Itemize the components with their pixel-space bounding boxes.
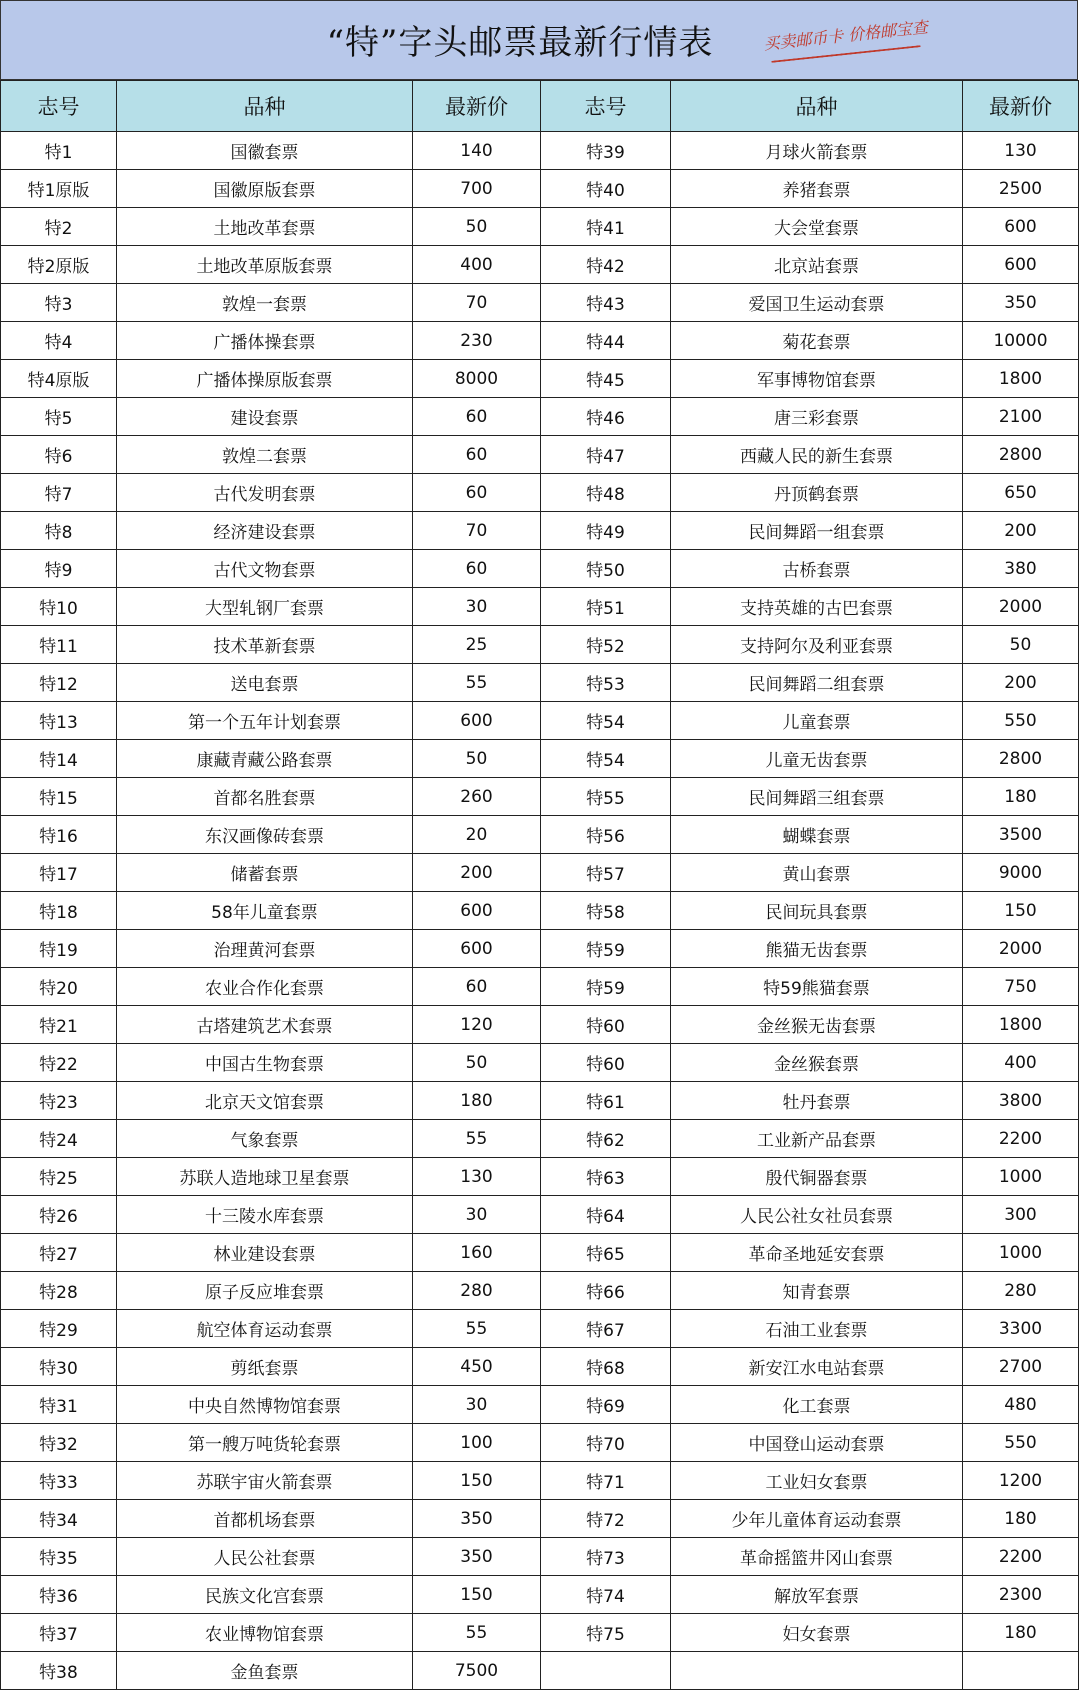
stamp-price-cell: 2000 xyxy=(963,588,1079,626)
stamp-variety-cell: 特59熊猫套票 xyxy=(671,968,963,1006)
price-table xyxy=(0,80,1079,1690)
stamp-code-cell: 特53 xyxy=(541,664,671,702)
stamp-variety-cell: 送电套票 xyxy=(117,664,413,702)
stamp-code-cell: 特62 xyxy=(541,1120,671,1158)
stamp-code-cell: 特67 xyxy=(541,1310,671,1348)
stamp-code-cell: 特4原版 xyxy=(1,360,117,398)
table-row xyxy=(1,778,1079,816)
table-header-row xyxy=(1,81,1079,132)
table-row xyxy=(1,1348,1079,1386)
stamp-price-cell: 1800 xyxy=(963,360,1079,398)
stamp-code-cell: 特14 xyxy=(1,740,117,778)
stamp-price-cell: 70 xyxy=(413,284,541,322)
stamp-variety-cell: 工业妇女套票 xyxy=(671,1462,963,1500)
header-variety-left: 品种 xyxy=(117,81,413,132)
stamp-code-cell: 特18 xyxy=(1,892,117,930)
stamp-code-cell: 特45 xyxy=(541,360,671,398)
stamp-code-cell: 特50 xyxy=(541,550,671,588)
stamp-price-cell: 150 xyxy=(413,1462,541,1500)
stamp-variety-cell: 第一艘万吨货轮套票 xyxy=(117,1424,413,1462)
table-row xyxy=(1,284,1079,322)
stamp-variety-cell: 革命圣地延安套票 xyxy=(671,1234,963,1272)
table-row xyxy=(1,132,1079,170)
stamp-variety-cell xyxy=(671,1652,963,1690)
table-row xyxy=(1,1386,1079,1424)
table-row xyxy=(1,360,1079,398)
table-row xyxy=(1,1538,1079,1576)
table-row xyxy=(1,1462,1079,1500)
stamp-code-cell: 特25 xyxy=(1,1158,117,1196)
stamp-price-cell: 400 xyxy=(413,246,541,284)
stamp-variety-cell: 民间玩具套票 xyxy=(671,892,963,930)
table-row xyxy=(1,1196,1079,1234)
stamp-price-cell: 70 xyxy=(413,512,541,550)
stamp-code-cell: 特37 xyxy=(1,1614,117,1652)
stamp-code-cell: 特36 xyxy=(1,1576,117,1614)
table-row xyxy=(1,1424,1079,1462)
stamp-price-cell: 700 xyxy=(413,170,541,208)
stamp-code-cell: 特54 xyxy=(541,702,671,740)
stamp-price-cell: 180 xyxy=(963,778,1079,816)
stamp-price-cell: 300 xyxy=(963,1196,1079,1234)
stamp-code-cell: 特11 xyxy=(1,626,117,664)
stamp-code-cell: 特72 xyxy=(541,1500,671,1538)
table-row xyxy=(1,398,1079,436)
stamp-code-cell: 特5 xyxy=(1,398,117,436)
stamp-variety-cell: 中国古生物套票 xyxy=(117,1044,413,1082)
stamp-code-cell: 特6 xyxy=(1,436,117,474)
stamp-price-cell: 280 xyxy=(963,1272,1079,1310)
table-row xyxy=(1,1310,1079,1348)
table-row xyxy=(1,1576,1079,1614)
stamp-price-cell: 130 xyxy=(413,1158,541,1196)
stamp-code-cell: 特28 xyxy=(1,1272,117,1310)
stamp-price-cell: 50 xyxy=(413,740,541,778)
stamp-variety-cell: 蝴蝶套票 xyxy=(671,816,963,854)
stamp-price-cell: 1000 xyxy=(963,1158,1079,1196)
stamp-price-cell: 50 xyxy=(963,626,1079,664)
stamp-variety-cell: 农业合作化套票 xyxy=(117,968,413,1006)
stamp-price-cell: 60 xyxy=(413,398,541,436)
stamp-variety-cell: 少年儿童体育运动套票 xyxy=(671,1500,963,1538)
page-title: “特”字头邮票最新行情表 xyxy=(326,23,714,63)
stamp-variety-cell: 苏联人造地球卫星套票 xyxy=(117,1158,413,1196)
stamp-price-cell: 20 xyxy=(413,816,541,854)
header-price-left: 最新价 xyxy=(413,81,541,132)
stamp-variety-cell: 储蓄套票 xyxy=(117,854,413,892)
stamp-variety-cell: 东汉画像砖套票 xyxy=(117,816,413,854)
stamp-price-cell: 55 xyxy=(413,1614,541,1652)
stamp-price-cell: 450 xyxy=(413,1348,541,1386)
stamp-code-cell: 特29 xyxy=(1,1310,117,1348)
stamp-variety-cell: 菊花套票 xyxy=(671,322,963,360)
stamp-code-cell: 特24 xyxy=(1,1120,117,1158)
stamp-price-cell: 150 xyxy=(413,1576,541,1614)
stamp-variety-cell: 经济建设套票 xyxy=(117,512,413,550)
stamp-code-cell: 特2 xyxy=(1,208,117,246)
stamp-price-cell: 750 xyxy=(963,968,1079,1006)
stamp-variety-cell: 民间舞蹈一组套票 xyxy=(671,512,963,550)
stamp-variety-cell: 丹顶鹤套票 xyxy=(671,474,963,512)
stamp-variety-cell: 牡丹套票 xyxy=(671,1082,963,1120)
stamp-price-cell: 200 xyxy=(413,854,541,892)
stamp-code-cell: 特66 xyxy=(541,1272,671,1310)
stamp-price-cell: 55 xyxy=(413,1120,541,1158)
stamp-variety-cell: 儿童套票 xyxy=(671,702,963,740)
stamp-code-cell: 特58 xyxy=(541,892,671,930)
stamp-price-cell: 2100 xyxy=(963,398,1079,436)
stamp-price-cell: 30 xyxy=(413,1386,541,1424)
stamp-code-cell: 特64 xyxy=(541,1196,671,1234)
stamp-variety-cell: 技术革新套票 xyxy=(117,626,413,664)
table-row xyxy=(1,1006,1079,1044)
stamp-code-cell: 特19 xyxy=(1,930,117,968)
stamp-price-cell: 600 xyxy=(963,246,1079,284)
stamp-price-cell: 180 xyxy=(963,1500,1079,1538)
table-row xyxy=(1,1272,1079,1310)
table-row xyxy=(1,1082,1079,1120)
table-row xyxy=(1,664,1079,702)
stamp-price-cell: 8000 xyxy=(413,360,541,398)
stamp-variety-cell: 金丝猴套票 xyxy=(671,1044,963,1082)
stamp-price-cell: 100 xyxy=(413,1424,541,1462)
stamp-price-cell: 55 xyxy=(413,1310,541,1348)
stamp-code-cell: 特71 xyxy=(541,1462,671,1500)
stamp-price-cell: 50 xyxy=(413,208,541,246)
stamp-variety-cell: 古代文物套票 xyxy=(117,550,413,588)
table-row xyxy=(1,170,1079,208)
stamp-code-cell: 特56 xyxy=(541,816,671,854)
stamp-variety-cell: 剪纸套票 xyxy=(117,1348,413,1386)
stamp-price-cell: 2700 xyxy=(963,1348,1079,1386)
stamp-code-cell: 特48 xyxy=(541,474,671,512)
stamp-variety-cell: 古代发明套票 xyxy=(117,474,413,512)
stamp-price-cell: 30 xyxy=(413,588,541,626)
stamp-variety-cell: 林业建设套票 xyxy=(117,1234,413,1272)
stamp-code-cell: 特21 xyxy=(1,1006,117,1044)
stamp-variety-cell: 新安江水电站套票 xyxy=(671,1348,963,1386)
stamp-price-cell: 2300 xyxy=(963,1576,1079,1614)
stamp-code-cell: 特42 xyxy=(541,246,671,284)
stamp-code-cell: 特70 xyxy=(541,1424,671,1462)
stamp-code-cell: 特68 xyxy=(541,1348,671,1386)
stamp-variety-cell: 爱国卫生运动套票 xyxy=(671,284,963,322)
stamp-code-cell: 特40 xyxy=(541,170,671,208)
stamp-code-cell: 特1原版 xyxy=(1,170,117,208)
stamp-price-cell: 3300 xyxy=(963,1310,1079,1348)
stamp-code-cell: 特34 xyxy=(1,1500,117,1538)
stamp-variety-cell: 建设套票 xyxy=(117,398,413,436)
stamp-code-cell: 特16 xyxy=(1,816,117,854)
stamp-code-cell: 特23 xyxy=(1,1082,117,1120)
stamp-variety-cell: 民间舞蹈二组套票 xyxy=(671,664,963,702)
table-row xyxy=(1,740,1079,778)
stamp-code-cell: 特51 xyxy=(541,588,671,626)
stamp-code-cell: 特12 xyxy=(1,664,117,702)
stamp-code-cell: 特39 xyxy=(541,132,671,170)
stamp-code-cell: 特65 xyxy=(541,1234,671,1272)
stamp-code-cell: 特75 xyxy=(541,1614,671,1652)
stamp-code-cell: 特2原版 xyxy=(1,246,117,284)
stamp-price-cell: 3800 xyxy=(963,1082,1079,1120)
stamp-code-cell: 特55 xyxy=(541,778,671,816)
stamp-price-cell: 120 xyxy=(413,1006,541,1044)
stamp-price-cell: 50 xyxy=(413,1044,541,1082)
stamp-price-cell: 140 xyxy=(413,132,541,170)
header-variety-right: 品种 xyxy=(671,81,963,132)
stamp-code-cell: 特20 xyxy=(1,968,117,1006)
stamp-code-cell: 特46 xyxy=(541,398,671,436)
stamp-code-cell: 特33 xyxy=(1,1462,117,1500)
stamp-price-cell: 350 xyxy=(413,1500,541,1538)
stamp-variety-cell: 大型轧钢厂套票 xyxy=(117,588,413,626)
stamp-price-cell: 2200 xyxy=(963,1120,1079,1158)
stamp-price-cell: 200 xyxy=(963,664,1079,702)
table-row xyxy=(1,246,1079,284)
table-row xyxy=(1,1158,1079,1196)
stamp-price-cell: 260 xyxy=(413,778,541,816)
stamp-variety-cell: 军事博物馆套票 xyxy=(671,360,963,398)
table-row xyxy=(1,1614,1079,1652)
stamp-price-cell: 25 xyxy=(413,626,541,664)
stamp-variety-cell: 解放军套票 xyxy=(671,1576,963,1614)
stamp-variety-cell: 殷代铜器套票 xyxy=(671,1158,963,1196)
stamp-price-cell: 3500 xyxy=(963,816,1079,854)
stamp-code-cell: 特41 xyxy=(541,208,671,246)
table-row xyxy=(1,550,1079,588)
stamp-variety-cell: 治理黄河套票 xyxy=(117,930,413,968)
stamp-variety-cell: 民间舞蹈三组套票 xyxy=(671,778,963,816)
stamp-variety-cell: 养猪套票 xyxy=(671,170,963,208)
stamp-variety-cell: 唐三彩套票 xyxy=(671,398,963,436)
stamp-code-cell: 特13 xyxy=(1,702,117,740)
stamp-code-cell: 特17 xyxy=(1,854,117,892)
stamp-code-cell: 特43 xyxy=(541,284,671,322)
stamp-price-cell xyxy=(963,1652,1079,1690)
table-row xyxy=(1,702,1079,740)
stamp-variety-cell: 原子反应堆套票 xyxy=(117,1272,413,1310)
table-row xyxy=(1,892,1079,930)
stamp-code-cell: 特22 xyxy=(1,1044,117,1082)
stamp-variety-cell: 北京天文馆套票 xyxy=(117,1082,413,1120)
stamp-price-cell: 400 xyxy=(963,1044,1079,1082)
stamp-variety-cell: 58年儿童套票 xyxy=(117,892,413,930)
stamp-price-cell: 350 xyxy=(963,284,1079,322)
brand-stamp: 买卖邮币卡 价格邮宝查 xyxy=(762,17,929,54)
table-row xyxy=(1,474,1079,512)
header-code-right: 志号 xyxy=(541,81,671,132)
stamp-code-cell: 特30 xyxy=(1,1348,117,1386)
stamp-code-cell: 特32 xyxy=(1,1424,117,1462)
stamp-price-cell: 9000 xyxy=(963,854,1079,892)
stamp-price-cell: 30 xyxy=(413,1196,541,1234)
stamp-price-cell: 600 xyxy=(963,208,1079,246)
table-row xyxy=(1,930,1079,968)
stamp-price-cell: 600 xyxy=(413,702,541,740)
stamp-variety-cell: 苏联宇宙火箭套票 xyxy=(117,1462,413,1500)
stamp-price-cell: 380 xyxy=(963,550,1079,588)
stamp-variety-cell: 西藏人民的新生套票 xyxy=(671,436,963,474)
stamp-variety-cell: 国徽原版套票 xyxy=(117,170,413,208)
table-row xyxy=(1,1120,1079,1158)
stamp-code-cell: 特60 xyxy=(541,1006,671,1044)
stamp-variety-cell: 民族文化宫套票 xyxy=(117,1576,413,1614)
table-row xyxy=(1,854,1079,892)
title-bar xyxy=(0,0,1078,80)
stamp-price-cell: 2000 xyxy=(963,930,1079,968)
table-row xyxy=(1,1044,1079,1082)
stamp-variety-cell: 古桥套票 xyxy=(671,550,963,588)
stamp-variety-cell: 化工套票 xyxy=(671,1386,963,1424)
stamp-code-cell: 特10 xyxy=(1,588,117,626)
stamp-variety-cell: 国徽套票 xyxy=(117,132,413,170)
stamp-variety-cell: 气象套票 xyxy=(117,1120,413,1158)
stamp-variety-cell: 古塔建筑艺术套票 xyxy=(117,1006,413,1044)
table-row xyxy=(1,1500,1079,1538)
stamp-variety-cell: 革命摇篮井冈山套票 xyxy=(671,1538,963,1576)
table-row xyxy=(1,436,1079,474)
stamp-variety-cell: 敦煌一套票 xyxy=(117,284,413,322)
stamp-price-cell: 1000 xyxy=(963,1234,1079,1272)
stamp-variety-cell: 月球火箭套票 xyxy=(671,132,963,170)
stamp-price-cell: 230 xyxy=(413,322,541,360)
stamp-variety-cell: 广播体操套票 xyxy=(117,322,413,360)
stamp-variety-cell: 知青套票 xyxy=(671,1272,963,1310)
stamp-code-cell xyxy=(541,1652,671,1690)
table-row xyxy=(1,968,1079,1006)
stamp-code-cell: 特9 xyxy=(1,550,117,588)
stamp-code-cell: 特15 xyxy=(1,778,117,816)
stamp-price-cell: 180 xyxy=(963,1614,1079,1652)
stamp-code-cell: 特49 xyxy=(541,512,671,550)
stamp-price-cell: 600 xyxy=(413,892,541,930)
stamp-price-cell: 650 xyxy=(963,474,1079,512)
table-row xyxy=(1,208,1079,246)
stamp-variety-cell: 金丝猴无齿套票 xyxy=(671,1006,963,1044)
stamp-code-cell: 特35 xyxy=(1,1538,117,1576)
header-code-left: 志号 xyxy=(1,81,117,132)
stamp-price-cell: 480 xyxy=(963,1386,1079,1424)
table-row xyxy=(1,322,1079,360)
stamp-variety-cell: 康藏青藏公路套票 xyxy=(117,740,413,778)
stamp-price-cell: 1800 xyxy=(963,1006,1079,1044)
stamp-price-cell: 2200 xyxy=(963,1538,1079,1576)
stamp-code-cell: 特3 xyxy=(1,284,117,322)
stamp-price-cell: 10000 xyxy=(963,322,1079,360)
stamp-price-cell: 7500 xyxy=(413,1652,541,1690)
table-row xyxy=(1,588,1079,626)
stamp-variety-cell: 首都名胜套票 xyxy=(117,778,413,816)
stamp-price-cell: 550 xyxy=(963,1424,1079,1462)
stamp-code-cell: 特54 xyxy=(541,740,671,778)
stamp-code-cell: 特74 xyxy=(541,1576,671,1614)
table-row xyxy=(1,1652,1079,1690)
stamp-code-cell: 特57 xyxy=(541,854,671,892)
stamp-price-cell: 60 xyxy=(413,968,541,1006)
stamp-variety-cell: 敦煌二套票 xyxy=(117,436,413,474)
stamp-variety-cell: 人民公社女社员套票 xyxy=(671,1196,963,1234)
stamp-code-cell: 特27 xyxy=(1,1234,117,1272)
stamp-code-cell: 特61 xyxy=(541,1082,671,1120)
stamp-price-cell: 200 xyxy=(963,512,1079,550)
stamp-variety-cell: 土地改革原版套票 xyxy=(117,246,413,284)
stamp-variety-cell: 黄山套票 xyxy=(671,854,963,892)
stamp-price-cell: 160 xyxy=(413,1234,541,1272)
table-row xyxy=(1,816,1079,854)
stamp-code-cell: 特52 xyxy=(541,626,671,664)
stamp-variety-cell: 金鱼套票 xyxy=(117,1652,413,1690)
stamp-price-cell: 2800 xyxy=(963,436,1079,474)
table-row xyxy=(1,626,1079,664)
table-row xyxy=(1,1234,1079,1272)
stamp-variety-cell: 农业博物馆套票 xyxy=(117,1614,413,1652)
stamp-variety-cell: 中国登山运动套票 xyxy=(671,1424,963,1462)
stamp-price-cell: 130 xyxy=(963,132,1079,170)
table-row xyxy=(1,512,1079,550)
stamp-price-cell: 60 xyxy=(413,474,541,512)
stamp-code-cell: 特47 xyxy=(541,436,671,474)
stamp-variety-cell: 人民公社套票 xyxy=(117,1538,413,1576)
table-body xyxy=(1,132,1079,1690)
stamp-price-cell: 600 xyxy=(413,930,541,968)
stamp-variety-cell: 支持英雄的古巴套票 xyxy=(671,588,963,626)
stamp-code-cell: 特4 xyxy=(1,322,117,360)
stamp-variety-cell: 大会堂套票 xyxy=(671,208,963,246)
stamp-price-cell: 350 xyxy=(413,1538,541,1576)
stamp-variety-cell: 儿童无齿套票 xyxy=(671,740,963,778)
stamp-price-cell: 1200 xyxy=(963,1462,1079,1500)
stamp-code-cell: 特44 xyxy=(541,322,671,360)
stamp-code-cell: 特31 xyxy=(1,1386,117,1424)
stamp-variety-cell: 土地改革套票 xyxy=(117,208,413,246)
stamp-code-cell: 特69 xyxy=(541,1386,671,1424)
stamp-code-cell: 特73 xyxy=(541,1538,671,1576)
stamp-price-cell: 150 xyxy=(963,892,1079,930)
stamp-price-cell: 2500 xyxy=(963,170,1079,208)
stamp-variety-cell: 第一个五年计划套票 xyxy=(117,702,413,740)
stamp-variety-cell: 北京站套票 xyxy=(671,246,963,284)
stamp-price-cell: 60 xyxy=(413,550,541,588)
stamp-code-cell: 特38 xyxy=(1,1652,117,1690)
stamp-code-cell: 特63 xyxy=(541,1158,671,1196)
stamp-variety-cell: 首都机场套票 xyxy=(117,1500,413,1538)
stamp-price-cell: 550 xyxy=(963,702,1079,740)
stamp-price-cell: 60 xyxy=(413,436,541,474)
stamp-code-cell: 特1 xyxy=(1,132,117,170)
stamp-price-cell: 280 xyxy=(413,1272,541,1310)
stamp-code-cell: 特7 xyxy=(1,474,117,512)
stamp-variety-cell: 工业新产品套票 xyxy=(671,1120,963,1158)
stamp-variety-cell: 妇女套票 xyxy=(671,1614,963,1652)
stamp-variety-cell: 中央自然博物馆套票 xyxy=(117,1386,413,1424)
stamp-variety-cell: 十三陵水库套票 xyxy=(117,1196,413,1234)
stamp-code-cell: 特60 xyxy=(541,1044,671,1082)
header-price-right: 最新价 xyxy=(963,81,1079,132)
stamp-variety-cell: 熊猫无齿套票 xyxy=(671,930,963,968)
stamp-price-cell: 2800 xyxy=(963,740,1079,778)
stamp-code-cell: 特59 xyxy=(541,968,671,1006)
stamp-variety-cell: 航空体育运动套票 xyxy=(117,1310,413,1348)
stamp-code-cell: 特8 xyxy=(1,512,117,550)
stamp-code-cell: 特59 xyxy=(541,930,671,968)
stamp-variety-cell: 石油工业套票 xyxy=(671,1310,963,1348)
stamp-code-cell: 特26 xyxy=(1,1196,117,1234)
stamp-price-cell: 55 xyxy=(413,664,541,702)
stamp-variety-cell: 广播体操原版套票 xyxy=(117,360,413,398)
stamp-variety-cell: 支持阿尔及利亚套票 xyxy=(671,626,963,664)
stamp-price-cell: 180 xyxy=(413,1082,541,1120)
